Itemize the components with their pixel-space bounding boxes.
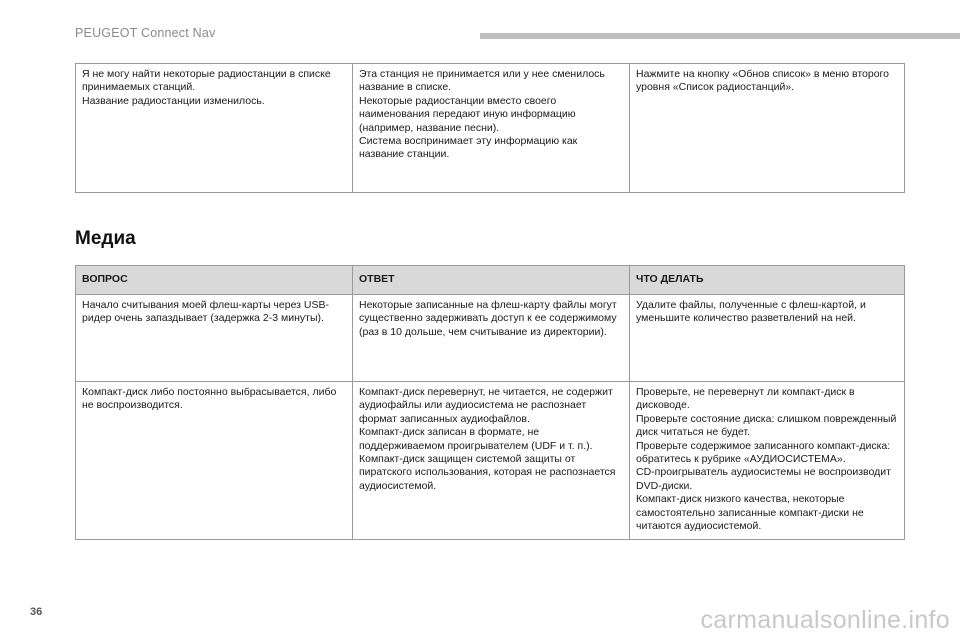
table-row (76, 64, 905, 193)
header-title: PEUGEOT Connect Nav (75, 26, 216, 40)
answer-cell: Компакт-диск перевернут, не читается, не содержит аудиофайлы или аудиосистема не распознает формат записанных аудиофайлов. Компакт-диск записан в формате, не поддерживаемом проигрывателем (UDF и т. п.). Компакт-диск защищен системой защиты от пиратского использования, которая не распознается аудиосистемой. (353, 382, 630, 540)
header-bar (480, 33, 960, 39)
solution-cell: Нажмите на кнопку «Обнов список» в меню второго уровня «Список радиостанций». (630, 64, 905, 193)
page-number: 36 (30, 606, 43, 618)
question-cell: Компакт-диск либо постоянно выбрасывается, либо не воспроизводится. (76, 382, 353, 540)
question-cell: Начало считывания моей флеш-карты через USB-ридер очень запаздывает (задержка 2-3 минуты). (76, 295, 353, 382)
table-row (76, 382, 905, 540)
media-troubleshooting-table (75, 265, 905, 540)
solution-cell: Проверьте, не перевернут ли компакт-диск в дисководе. Проверьте состояние диска: слишком поврежденный диск читаться не будет. Проверьте содержимое записанного компакт-диска: обратитесь к рубрике «АУДИОСИСТЕМА». CD-проигрыватель аудиосистемы не воспроизводит DVD-диски. Компакт-диск низкого качества, некоторые самостоятельно записанные компакт-диски не читаются аудиосистемой. (630, 382, 905, 540)
watermark: carmanualsonline.info (700, 606, 950, 634)
radio-troubleshooting-table (75, 63, 905, 193)
table-header-row (76, 266, 905, 295)
table-row (76, 295, 905, 382)
column-header-solution: ЧТО ДЕЛАТЬ (630, 266, 905, 295)
section-title: Медиа (75, 228, 136, 249)
answer-cell: Некоторые записанные на флеш-карту файлы могут существенно задерживать доступ к ее содержимому (раз в 10 дольше, чем считывание из директории). (353, 295, 630, 382)
solution-cell: Удалите файлы, полученные с флеш-картой, и уменьшите количество разветвлений на ней. (630, 295, 905, 382)
column-header-answer: ОТВЕТ (353, 266, 630, 295)
question-cell: Я не могу найти некоторые радиостанции в списке принимаемых станций. Название радиостанции изменилось. (76, 64, 353, 193)
answer-cell: Эта станция не принимается или у нее сменилось название в списке. Некоторые радиостанции вместо своего наименования передают иную информацию (например, название песни). Система воспринимает эту информацию как название станции. (353, 64, 630, 193)
column-header-question: ВОПРОС (76, 266, 353, 295)
